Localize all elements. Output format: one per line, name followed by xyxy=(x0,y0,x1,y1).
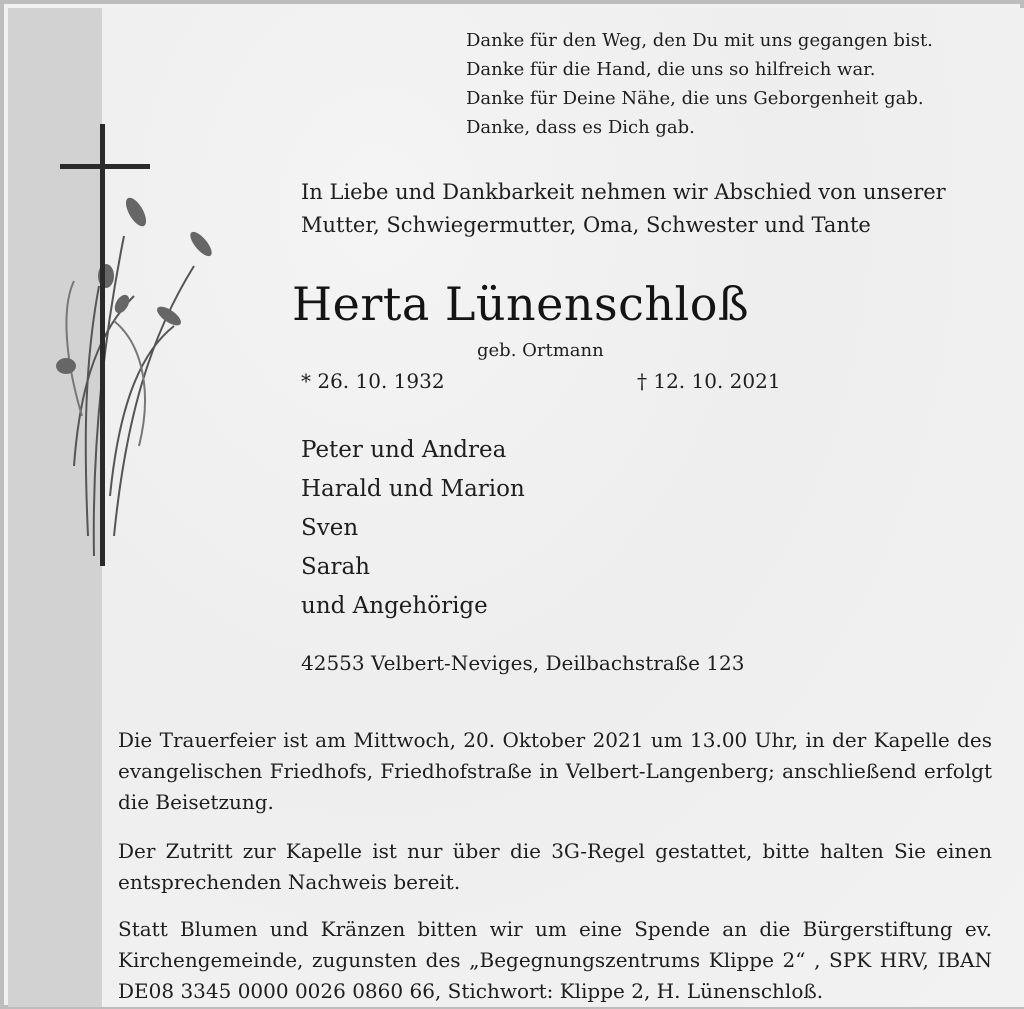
poem-line: Danke für Deine Nähe, die uns Geborgenheit gab. xyxy=(466,88,924,109)
cross-with-wheat-icon xyxy=(44,116,234,576)
deceased-name: Herta Lünenschloß xyxy=(292,277,750,331)
family-member: Peter und Andrea xyxy=(301,437,507,463)
address: 42553 Velbert-Neviges, Deilbachstraße 123 xyxy=(301,651,745,675)
family-member: und Angehörige xyxy=(301,593,488,619)
death-date: † 12. 10. 2021 xyxy=(637,369,781,393)
intro-line: Mutter, Schwiegermutter, Oma, Schwester und Tante xyxy=(301,213,871,237)
donation-paragraph: Statt Blumen und Kränzen bitten wir um eine Spende an die Bürgerstiftung ev. Kirchengemeinde, zugunsten des „Begegnungszentrums Klippe 2“ , SPK HRV, IBAN DE08 3345 0000 0026 0860 66, Stichwort: Klippe 2, H. Lünenschloß. xyxy=(118,917,992,1003)
poem-line: Danke für den Weg, den Du mit uns gegangen bist. xyxy=(466,30,933,51)
funeral-paragraph: Die Trauerfeier ist am Mittwoch, 20. Oktober 2021 um 13.00 Uhr, in der Kapelle des evangelischen Friedhofs, Friedhofstraße in Velbert-Langenberg; anschließend erfolgt die Beisetzung. xyxy=(118,728,992,814)
intro-line: In Liebe und Dankbarkeit nehmen wir Abschied von unserer xyxy=(301,180,946,204)
poem xyxy=(466,26,933,142)
family-member: Harald und Marion xyxy=(301,476,525,502)
family-member: Sven xyxy=(301,515,359,541)
access-paragraph: Der Zutritt zur Kapelle ist nur über die 3G-Regel gestattet, bitte halten Sie einen entsprechenden Nachweis bereit. xyxy=(118,839,992,894)
family-member: Sarah xyxy=(301,554,370,580)
birth-date: * 26. 10. 1932 xyxy=(301,369,445,393)
maiden-name: geb. Ortmann xyxy=(477,340,604,361)
poem-line: Danke für die Hand, die uns so hilfreich war. xyxy=(466,59,876,80)
poem-line: Danke, dass es Dich gab. xyxy=(466,117,695,138)
intro-text xyxy=(301,176,946,242)
family-list xyxy=(301,431,525,626)
